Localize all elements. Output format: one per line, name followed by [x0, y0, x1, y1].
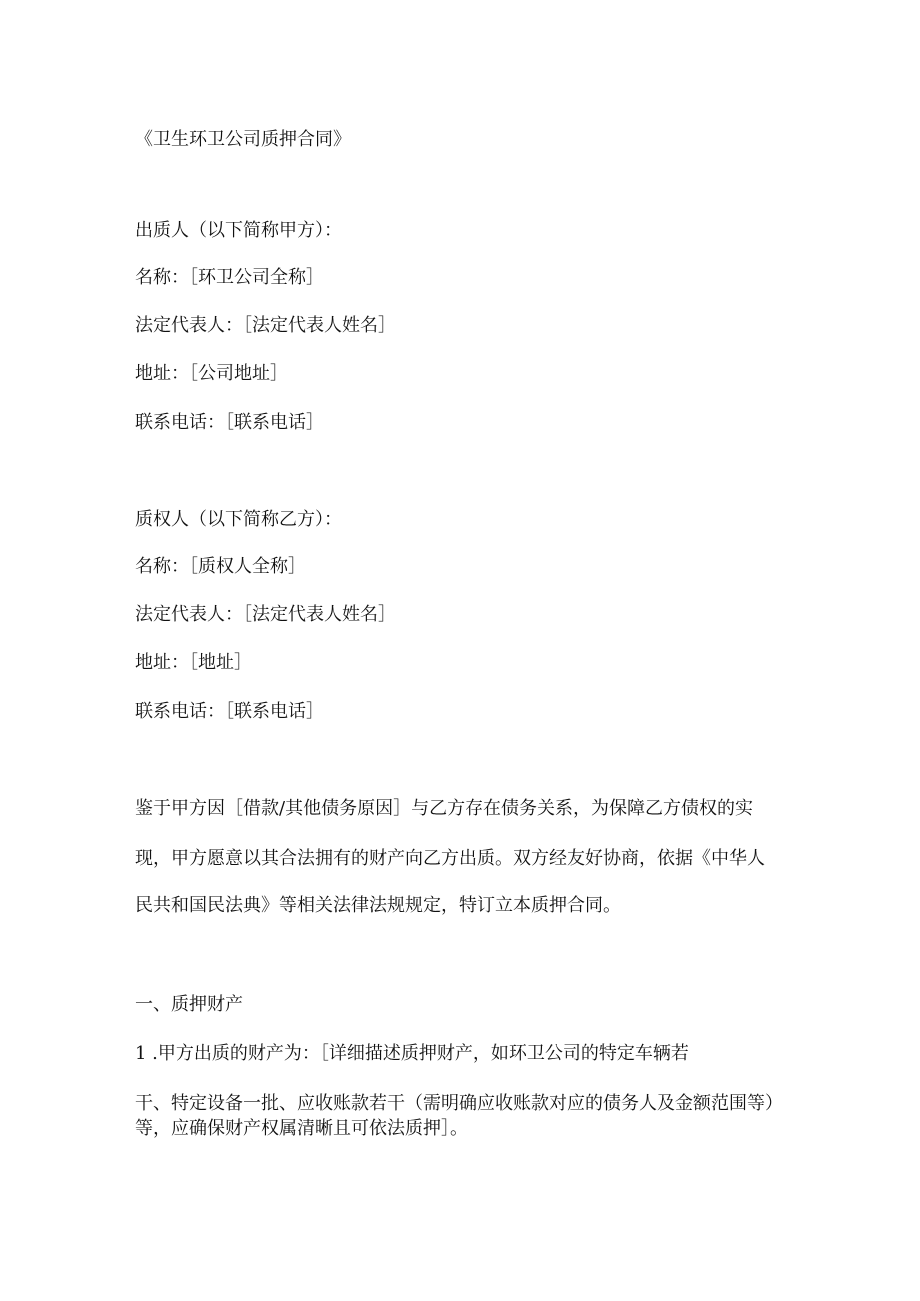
section-1-item-1-line-3: 等，应确保财产权属清晰且可依法质押］。: [135, 1118, 468, 1139]
section-1-heading: 一、质押财产: [135, 994, 243, 1015]
section-1-item-1-line-1: 1 .甲方出质的财产为：［详细描述质押财产，如环卫公司的特定车辆若: [135, 1043, 689, 1064]
preamble-line-2: 现，甲方愿意以其合法拥有的财产向乙方出质。双方经友好协商，依据《中华人: [135, 848, 765, 869]
pledgee-name: 名称：［质权人全称］: [135, 556, 306, 577]
pledgee-heading: 质权人（以下简称乙方）：: [135, 509, 342, 530]
pledgor-address: 地址：［公司地址］: [135, 363, 288, 384]
pledgor-name: 名称：［环卫公司全称］: [135, 267, 324, 288]
pledgee-phone: 联系电话：［联系电话］: [135, 701, 324, 722]
pledgor-heading: 出质人（以下简称甲方）：: [135, 220, 342, 241]
pledgee-representative: 法定代表人：［法定代表人姓名］: [135, 604, 396, 625]
section-1-item-1-line-2: 干、特定设备一批、应收账款若干（需明确应收账款对应的债务人及金额范围等）: [135, 1093, 783, 1114]
pledgor-phone: 联系电话：［联系电话］: [135, 412, 324, 433]
preamble-line-1: 鉴于甲方因［借款/其他债务原因］与乙方存在债务关系，为保障乙方债权的实: [135, 798, 754, 819]
pledgee-address: 地址：［地址］: [135, 652, 252, 673]
document-title: 《卫生环卫公司质押合同》: [135, 129, 351, 150]
pledgor-representative: 法定代表人：［法定代表人姓名］: [135, 315, 396, 336]
preamble-line-3: 民共和国民法典》等相关法律法规规定，特订立本质押合同。: [135, 895, 621, 916]
